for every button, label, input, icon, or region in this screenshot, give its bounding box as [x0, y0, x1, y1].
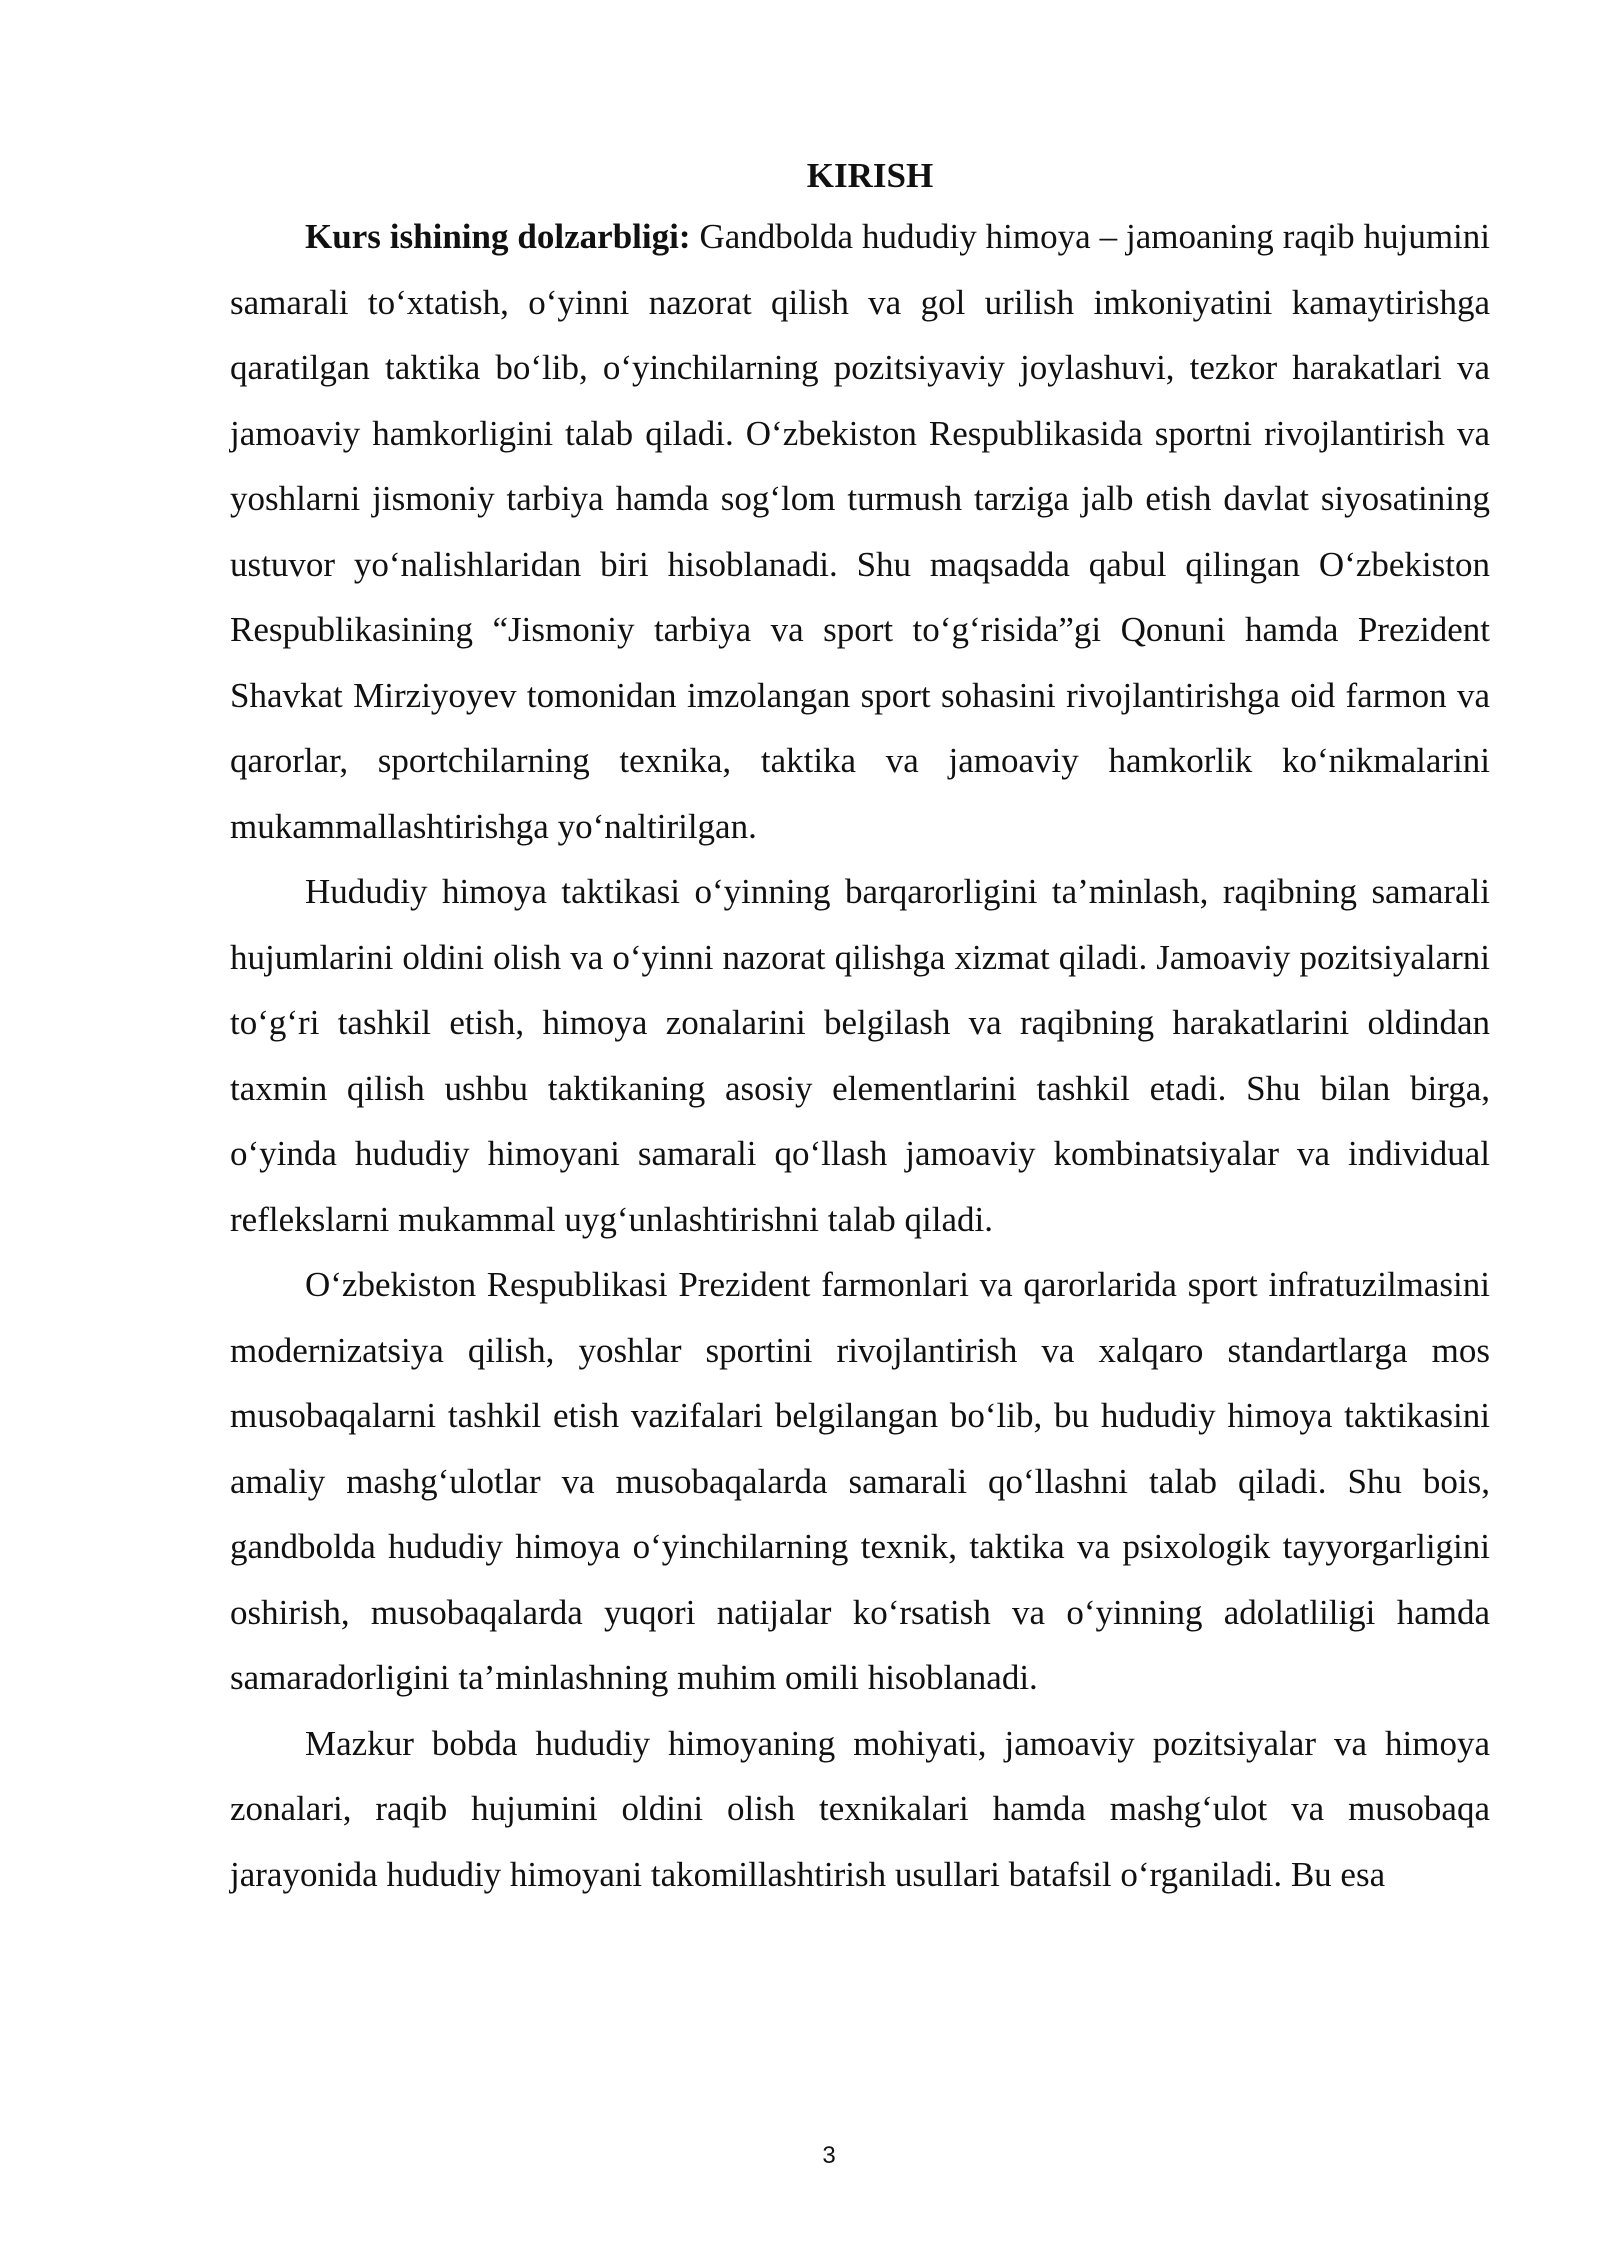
- page-heading: KIRISH: [806, 156, 934, 195]
- paragraph-chapter-overview: Mazkur bobda hududiy himoyaning mohiyati, jamoaviy pozitsiyalar va himoya zonalari, raqib hujumini oldini olish texnikalari hamda mashg‘ulot va musobaqa jarayonida hududiy himoyani takomillashtirish usullari batafsil o‘rganiladi. Bu esa: [230, 1723, 1490, 1894]
- page-content: [230, 148, 1490, 1907]
- paragraph-relevance: [230, 204, 1490, 859]
- paragraph-presidential-decrees: O‘zbekiston Respublikasi Prezident farmonlari va qarorlarida sport infratuzilmasini modernizatsiya qilish, yoshlar sportini rivojlantirish va xalqaro standartlarga mos musobaqalarni tashkil etish vazifalari belgilangan bo‘lib, bu hududiy himoya taktikasini amaliy mashg‘ulotlar va musobaqalarda samarali qo‘llashni talab qiladi. Shu bois, gandbolda hududiy himoya o‘yinchilarning texnik, taktika va psixologik tayyorgarligini oshirish, musobaqalarda yuqori natijalar ko‘rsatish va o‘yinning adolatliligi hamda samaradorligini ta’minlashning muhim omili hisoblanadi.: [230, 1265, 1490, 1697]
- page-number: 3: [822, 2142, 836, 2169]
- paragraph-lead: Kurs ishining dolzarbligi:: [305, 217, 691, 256]
- paragraph-text: Gandbolda hududiy himoya – jamoaning raqib hujumini samarali to‘xtatish, o‘yinni nazorat qilish va gol urilish imkoniyatini kamaytirishga qaratilgan taktika bo‘lib, o‘yinchilarning pozitsiyaviy joylashuvi, tezkor harakatlari va jamoaviy hamkorligini talab qiladi. O‘zbekiston Respublikasida sportni rivojlantirish va yoshlarni jismoniy tarbiya hamda sog‘lom turmush tarziga jalb etish davlat siyosatining ustuvor yo‘nalishlaridan biri hisoblanadi. Shu maqsadda qabul qilingan O‘zbekiston Respublikasining “Jismoniy tarbiya va sport to‘g‘risida”gi Qonuni hamda Prezident Shavkat Mirziyoyev tomonidan imzolangan sport sohasini rivojlantirishga oid farmon va qarorlar, sportchilarning texnika, taktika va jamoaviy hamkorlik ko‘nikmalarini mukammallashtirishga yo‘naltirilgan.: [230, 217, 1490, 846]
- paragraph-zone-defense-tactics: Hududiy himoya taktikasi o‘yinning barqarorligini ta’minlash, raqibning samarali hujumlarini oldini olish va o‘yinni nazorat qilishga xizmat qiladi. Jamoaviy pozitsiyalarni to‘g‘ri tashkil etish, himoya zonalarini belgilash va raqibning harakatlarini oldindan taxmin qilish ushbu taktikaning asosiy elementlarini tashkil etadi. Shu bilan birga, o‘yinda hududiy himoyani samarali qo‘llash jamoaviy kombinatsiyalar va individual reflekslarni mukammal uyg‘unlashtirishni talab qiladi.: [230, 872, 1490, 1239]
